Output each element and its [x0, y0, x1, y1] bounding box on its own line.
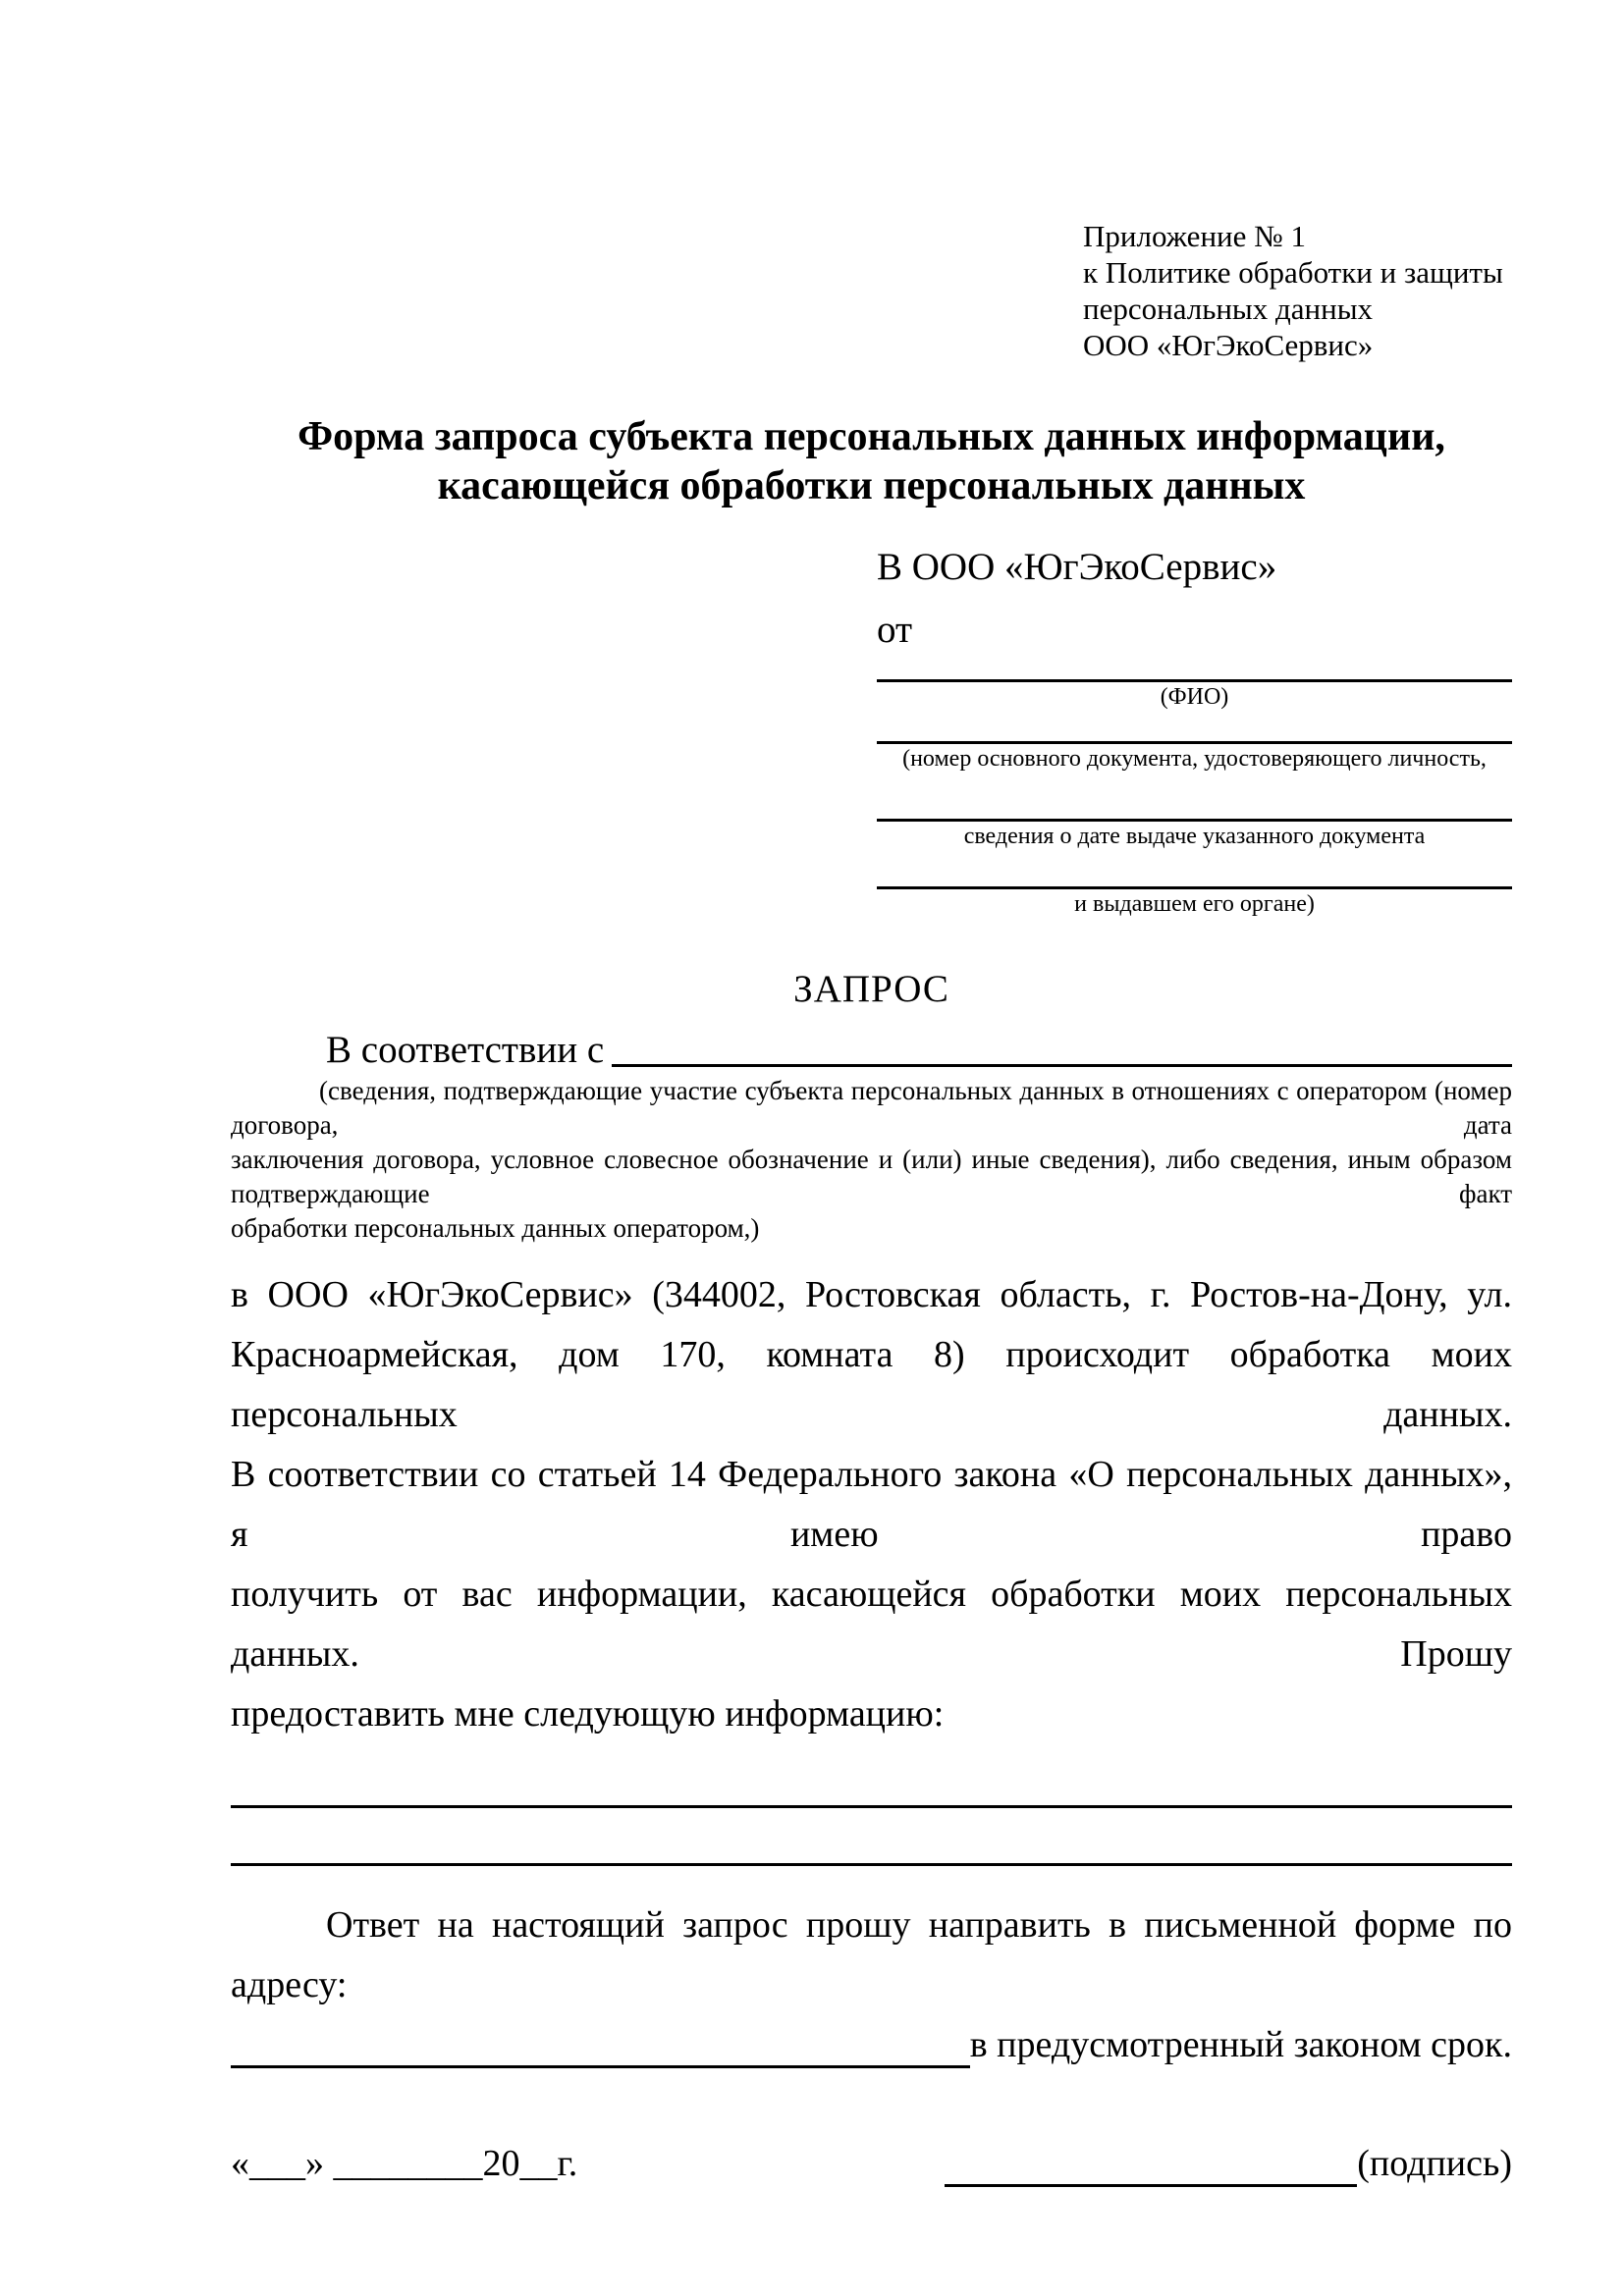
appendix-line: к Политике обработки и защиты — [1083, 255, 1503, 290]
body-line: получить от вас информации, касающейся обработки моих персональных данных. Прошу — [231, 1574, 1512, 1675]
addressee-block — [877, 544, 1512, 919]
address-blank-field[interactable] — [231, 2015, 970, 2068]
body-line: в ООО «ЮгЭкоСервис» (344002, Ростовская область, г. Ростов-на-Дону, ул. — [231, 1274, 1512, 1315]
document-number-blank-field[interactable] — [877, 712, 1512, 744]
requested-info-blanks — [231, 1750, 1512, 1866]
reply-line: Ответ на настоящий запрос прошу направить в письменной форме по адресу: — [231, 1904, 1512, 2005]
appendix-note — [1083, 218, 1512, 363]
body-line: В соответствии со статьей 14 Федерального закона «О персональных данных», я имею право — [231, 1454, 1512, 1555]
appendix-line: Приложение № 1 — [1083, 219, 1306, 253]
fio-blank-caption: (ФИО) — [1160, 684, 1229, 710]
issue-date-blank-caption: сведения о дате выдаче указанного документа — [963, 824, 1426, 849]
footer-row — [231, 2140, 1512, 2187]
request-heading: ЗАПРОС — [793, 968, 949, 1010]
legal-note-line: обработки персональных данных оператором,) — [231, 1213, 760, 1243]
appendix-line: персональных данных — [1083, 292, 1374, 326]
document-title — [231, 412, 1512, 510]
basis-blank-field[interactable] — [612, 1027, 1512, 1067]
body-line: предоставить мне следующую информацию: — [231, 1693, 945, 1735]
issuing-authority-blank-field[interactable] — [877, 851, 1512, 889]
signature-group — [945, 2140, 1512, 2187]
fio-blank-field[interactable] — [877, 654, 1512, 682]
issuing-authority-blank-caption: и выдавшем его органе) — [1074, 891, 1315, 917]
body-paragraph — [231, 1265, 1512, 1744]
legal-note-line: (сведения, подтверждающие участие субъекта персональных данных в отношениях с оператором (номер договора, дата — [231, 1076, 1512, 1140]
signature-caption: (подпись) — [1357, 2143, 1512, 2184]
title-line: Форма запроса субъекта персональных данных информации, — [298, 414, 1445, 459]
info-blank-field[interactable] — [231, 1808, 1512, 1866]
date-blank-field[interactable]: «___» ________20__г. — [231, 2143, 578, 2184]
legal-note-line: заключения договора, условное словесное обозначение и (или) иные сведения), либо сведения, иным образом подтверждающие факт — [231, 1145, 1512, 1208]
addressee-to: В ООО «ЮгЭкоСервис» — [877, 546, 1277, 588]
lead-in-line — [231, 1027, 1512, 1074]
issue-date-blank-field[interactable] — [877, 774, 1512, 822]
legal-note — [231, 1074, 1512, 1246]
appendix-line: ООО «ЮгЭкоСервис» — [1083, 328, 1374, 362]
reply-tail-text: в предусмотренный законом срок. — [969, 2024, 1512, 2065]
body-line: Красноармейская, дом 170, комната 8) происходит обработка моих персональных данных. — [231, 1334, 1512, 1435]
info-blank-field[interactable] — [231, 1750, 1512, 1808]
signature-blank-field[interactable] — [945, 2148, 1357, 2187]
title-line: касающейся обработки персональных данных — [437, 463, 1306, 508]
reply-paragraph — [231, 1896, 1512, 2075]
lead-in-text: В соответствии с — [326, 1029, 605, 1071]
reply-tail-line — [231, 2015, 1512, 2075]
addressee-from-label: от — [877, 609, 913, 651]
document-number-blank-caption: (номер основного документа, удостоверяющего личность, — [902, 746, 1487, 772]
